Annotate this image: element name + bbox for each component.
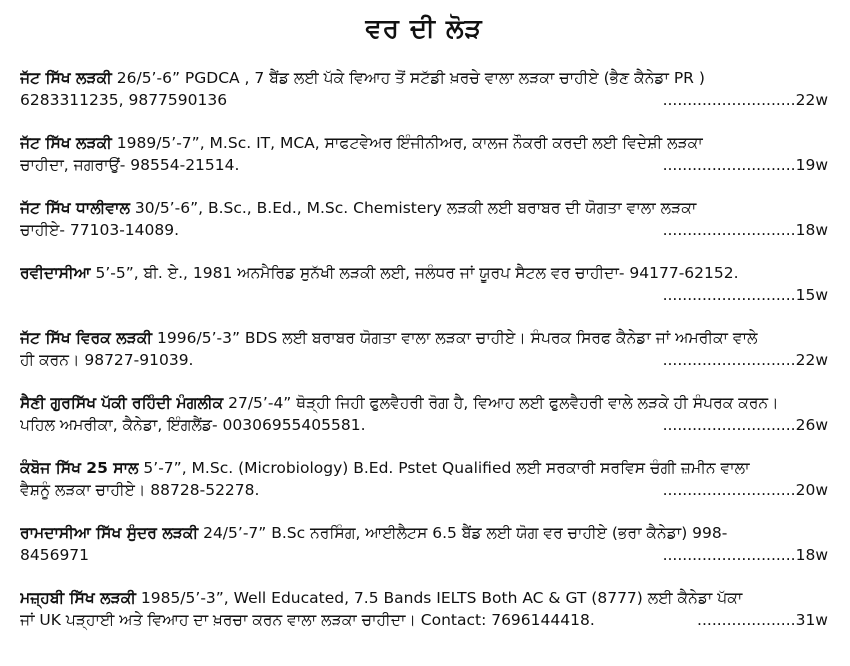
ad-lead: ਕੰਬੋਜ ਸਿੱਖ 25 ਸਾਲ [20, 459, 139, 477]
ad-text: 27/5’-4” ਥੋੜ੍ਹੀ ਜਿਹੀ ਫੁਲਵੈਹਰੀ ਰੋਗ ਹੈ, ਵਿਆਹ ਲਈ ਫੁਲਵੈਹਰੀ ਵਾਲੇ ਲੜਕੇ ਹੀ ਸੰਪਰਕ ਕਰਨ। [223, 394, 779, 412]
ad-line-1 [20, 67, 828, 89]
ad-code: ...........................19w [662, 156, 828, 174]
ad-line-1 [20, 327, 828, 349]
ad-text: 5’-5”, ਬੀ. ਏ., 1981 ਅਨਮੈਰਿਡ ਸੁਨੱਖੀ ਲੜਕੀ ਲਈ, ਜਲੰਧਰ ਜਾਂ ਯੂਰਪ ਸੈਟਲ ਵਰ ਚਾਹੀਦਾ- 94177-62152. [90, 264, 739, 282]
ad-contact: 8456971 [20, 546, 90, 564]
ad-line-2 [20, 544, 828, 566]
list-item [20, 522, 828, 566]
ad-line-1 [20, 132, 828, 154]
ad-line-1 [20, 587, 828, 609]
list-item [20, 392, 828, 436]
ad-code: ...........................15w [662, 286, 828, 304]
ad-code: ...........................18w [662, 546, 828, 564]
ad-line-2 [20, 349, 828, 371]
ad-lead: ਮਜ਼੍ਹਬੀ ਸਿੱਖ ਲੜਕੀ [20, 589, 136, 607]
ad-line-2 [20, 154, 828, 176]
list-item [20, 327, 828, 371]
ad-code: ...........................20w [662, 481, 828, 499]
ad-lead: ਰਾਮਦਾਸੀਆ ਸਿੱਖ ਸੁੰਦਰ ਲੜਕੀ [20, 524, 199, 542]
list-item [20, 587, 828, 631]
list-item [20, 262, 828, 306]
ad-line-1 [20, 262, 828, 284]
ad-text: 5’-7”, M.Sc. (Microbiology) B.Ed. Pstet Qualified ਲਈ ਸਰਕਾਰੀ ਸਰਵਿਸ ਚੰਗੀ ਜ਼ਮੀਨ ਵਾਲਾ [138, 459, 750, 477]
ad-contact: 6283311235, 9877590136 [20, 91, 228, 109]
ad-line-1 [20, 457, 828, 479]
ad-line-1 [20, 197, 828, 219]
ad-contact: ਹੀ ਕਰਨ। 98727-91039. [20, 351, 194, 369]
ad-text: 1985/5’-3”, Well Educated, 7.5 Bands IELTS Both AC & GT (8777) ਲਈ ਕੈਨੇਡਾ ਪੱਕਾ [135, 589, 743, 607]
ad-contact: ਜਾਂ UK ਪੜ੍ਹਾਈ ਅਤੇ ਵਿਆਹ ਦਾ ਖ਼ਰਚਾ ਕਰਨ ਵਾਲਾ ਲੜਕਾ ਚਾਹੀਦਾ। Contact: 7696144418. [20, 611, 595, 629]
list-item [20, 67, 828, 111]
ad-contact: ਚਾਹੀਏ- 77103-14089. [20, 221, 180, 239]
ad-code: ...........................18w [662, 221, 828, 239]
ad-line-1 [20, 392, 828, 414]
ad-lead: ਜੱਟ ਸਿੱਖ ਧਾਲੀਵਾਲ [20, 199, 130, 217]
ad-line-2 [20, 219, 828, 241]
ad-code: ...........................22w [662, 91, 828, 109]
ad-line-1 [20, 522, 828, 544]
ad-lead: ਜੱਟ ਸਿੱਖ ਲੜਕੀ [20, 69, 112, 87]
ad-line-2 [20, 479, 828, 501]
ad-line-2 [20, 89, 828, 111]
ad-line-2 [20, 609, 828, 631]
list-item [20, 457, 828, 501]
ad-text: 26/5’-6” PGDCA , 7 ਬੈਂਡ ਲਈ ਪੱਕੇ ਵਿਆਹ ਤੋਂ ਸਟੱਡੀ ਖ਼ਰਚੇ ਵਾਲਾ ਲੜਕਾ ਚਾਹੀਏ (ਭੈਣ ਕੈਨੇਡਾ PR ) [111, 69, 705, 87]
ad-lead: ਜੱਟ ਸਿੱਖ ਵਿਰਕ ਲੜਕੀ [20, 329, 153, 347]
ad-lead: ਜੱਟ ਸਿੱਖ ਲੜਕੀ [20, 134, 112, 152]
ad-lead: ਰਵੀਦਾਸੀਆ [20, 264, 91, 282]
ad-text: 1989/5’-7”, M.Sc. IT, MCA, ਸਾਫਟਵੇਅਰ ਇੰਜੀਨੀਅਰ, ਕਾਲਜ ਨੌਕਰੀ ਕਰਦੀ ਲਈ ਵਿਦੇਸ਼ੀ ਲੜਕਾ [111, 134, 703, 152]
list-item [20, 132, 828, 176]
ad-line-2 [20, 414, 828, 436]
ad-code: ....................31w [697, 611, 828, 629]
ad-text: 1996/5’-3” BDS ਲਈ ਬਰਾਬਰ ਯੋਗਤਾ ਵਾਲਾ ਲੜਕਾ ਚਾਹੀਏ। ਸੰਪਰਕ ਸਿਰਫ ਕੈਨੇਡਾ ਜਾਂ ਅਮਰੀਕਾ ਵਾਲੇ [152, 329, 758, 347]
ad-code: ...........................26w [662, 416, 828, 434]
ad-contact: ਪਹਿਲ ਅਮਰੀਕਾ, ਕੈਨੇਡਾ, ਇੰਗਲੈਂਡ- 00306955405581. [20, 416, 366, 434]
ad-code: ...........................22w [662, 351, 828, 369]
ad-contact: ਚਾਹੀਦਾ, ਜਗਰਾਉਂ- 98554-21514. [20, 156, 240, 174]
ad-lead: ਸੈਣੀ ਗੁਰਸਿੱਖ ਪੱਕੀ ਰਹਿੰਦੀ ਮੰਗਲੀਕ [20, 394, 224, 412]
ad-contact: ਵੈਸ਼ਨੂੰ ਲੜਕਾ ਚਾਹੀਏ। 88728-52278. [20, 481, 260, 499]
page-title: ਵਰ ਦੀ ਲੋੜ [365, 14, 483, 44]
list-item [20, 197, 828, 241]
ad-line-2 [20, 284, 828, 306]
ad-text: 30/5’-6”, B.Sc., B.Ed., M.Sc. Chemistery ਲੜਕੀ ਲਈ ਬਰਾਬਰ ਦੀ ਯੋਗਤਾ ਵਾਲਾ ਲੜਕਾ [129, 199, 697, 217]
ad-text: 24/5’-7” B.Sc ਨਰਸਿੰਗ, ਆਈਲੈਟਸ 6.5 ਬੈਂਡ ਲਈ ਯੋਗ ਵਰ ਚਾਹੀਏ (ਭਰਾ ਕੈਨੇਡਾ) 998- [198, 524, 728, 542]
